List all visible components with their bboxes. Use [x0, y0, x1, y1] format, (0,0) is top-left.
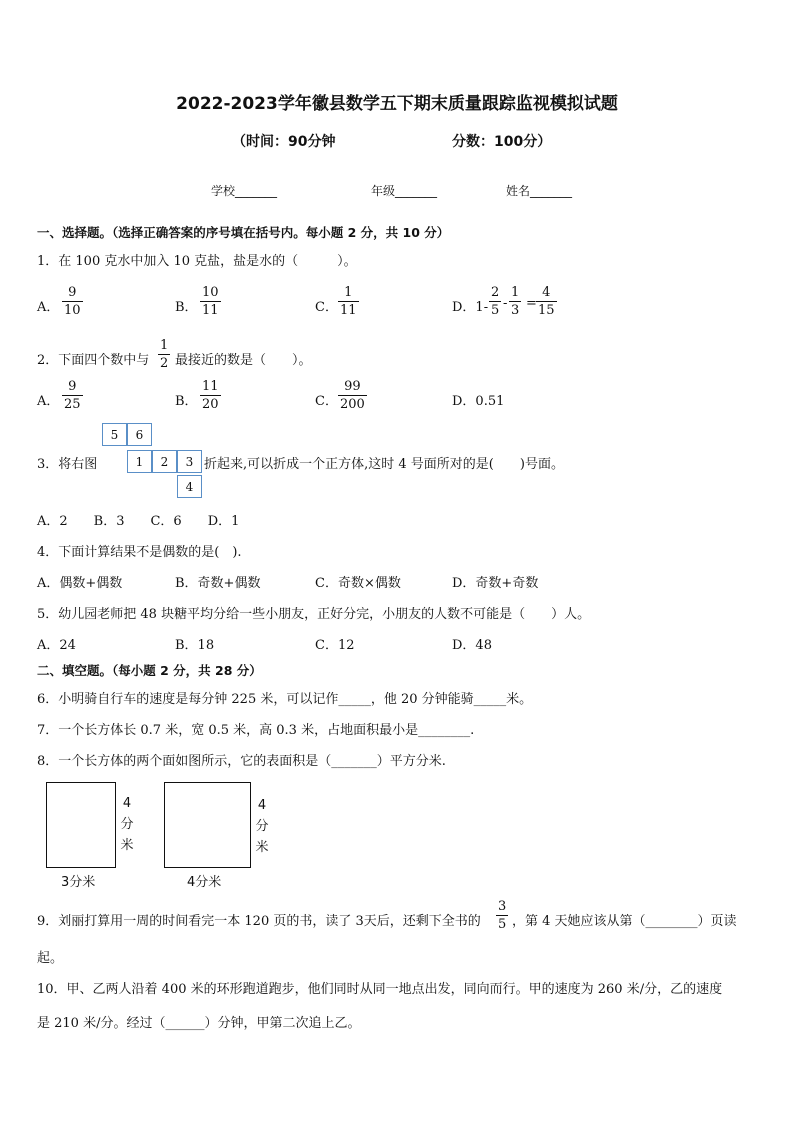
q1-option-b-label: B． [175, 300, 198, 315]
rectangle-face-2 [164, 782, 251, 868]
q2-option-d: D．0.51 [452, 394, 505, 409]
question-8-stem: 8．一个长方体的两个面如图所示，它的表面积是（_______）平方分米. [37, 754, 446, 769]
face-1-height-label [119, 793, 135, 856]
cube-net-face-3: 3 [177, 450, 202, 473]
fraction-denominator: 200 [340, 397, 365, 412]
q5-option-c: C．12 [315, 638, 355, 653]
fraction-numerator: 10 [202, 285, 219, 300]
q4-option-d: D．奇数+奇数 [452, 576, 539, 591]
q1-option-a-fraction [62, 286, 83, 317]
cube-net-face-2: 2 [152, 450, 177, 473]
equals-sign: = [526, 296, 537, 311]
q4-option-a: A．偶数+偶数 [37, 576, 123, 591]
question-10-line-1: 10．甲、乙两人沿着 400 米的环形跑道跑步，他们同时从同一地点出发，同向而行。甲的速度为 260 米/分，乙的速度 [37, 982, 723, 997]
question-9-stem-end: ，第 4 天她应该从第（________）页读 [512, 914, 737, 929]
page-title: 2022-2023学年徽县数学五下期末质量跟踪监视模拟试题 [176, 94, 618, 114]
question-2-stem: 2．下面四个数中与 [37, 353, 150, 368]
school-field: 学校_______ [211, 184, 278, 198]
fraction-denominator: 10 [64, 303, 81, 318]
question-2-stem-end: 最接近的数是（ ）。 [175, 353, 312, 368]
q1-option-a-label: A． [37, 300, 60, 315]
question-9-line-2: 起。 [37, 951, 64, 966]
question-3-stem: 3．将右图 [37, 457, 98, 472]
exam-score: 分数：100分） [452, 134, 552, 150]
section-heading: 一、选择题。（选择正确答案的序号填在括号内。每小题 2 分，共 10 分） [37, 225, 450, 240]
q2-stem-fraction [158, 339, 170, 370]
fraction-denominator: 5 [491, 303, 500, 318]
face-2-width-label: 4分米 [187, 875, 222, 890]
fraction-numerator: 11 [202, 379, 219, 394]
exam-time: （时间：90分钟 [232, 134, 336, 150]
cube-net-face-1: 1 [127, 450, 152, 473]
q2-option-b-label: B． [175, 394, 198, 409]
question-4-stem: 4．下面计算结果不是偶数的是( ). [37, 545, 242, 560]
dim-char: 米 [255, 840, 269, 855]
fraction-numerator: 99 [344, 379, 361, 394]
fraction-denominator: 11 [340, 303, 357, 318]
question-3-stem-end: 折起来,可以折成一个正方体,这时 4 号面所对的是( )号面。 [204, 457, 564, 472]
face-2-height-label [254, 795, 270, 858]
fraction-denominator: 3 [511, 303, 520, 318]
q1-option-d-label: D．1- [452, 300, 489, 315]
question-7: 7．一个长方体长 0.7 米，宽 0.5 米，高 0.3 米，占地面积最小是________. [37, 723, 475, 738]
fraction-numerator: 9 [68, 379, 77, 394]
fraction-numerator: 4 [542, 285, 551, 300]
q5-option-b: B．18 [175, 638, 215, 653]
rectangle-face-1 [46, 782, 116, 868]
fraction-denominator: 15 [538, 303, 555, 318]
dim-char: 分 [255, 819, 269, 834]
fraction-denominator: 2 [160, 356, 169, 371]
fraction-numerator: 1 [344, 285, 353, 300]
cube-net-face-4: 4 [177, 475, 202, 498]
section-heading: 二、填空题。（每小题 2 分，共 28 分） [37, 663, 262, 678]
dim-char: 4 [122, 796, 132, 811]
q1-option-c-label: C． [315, 300, 338, 315]
fraction-denominator: 20 [202, 397, 219, 412]
fraction-numerator: 9 [68, 285, 77, 300]
question-10-line-2: 是 210 米/分。经过（______）分钟，甲第二次追上乙。 [37, 1016, 361, 1031]
q1-option-c-fraction [338, 286, 359, 317]
fraction-numerator: 1 [511, 285, 520, 300]
fraction-denominator: 25 [64, 397, 81, 412]
dim-char: 4 [257, 798, 267, 813]
q2-option-c-fraction [338, 380, 367, 411]
q2-option-c-label: C． [315, 394, 338, 409]
name-field: 姓名_______ [506, 184, 573, 198]
question-1-stem: 1．在 100 克水中加入 10 克盐，盐是水的（ ）。 [37, 254, 357, 269]
fraction-denominator: 5 [498, 917, 507, 932]
fraction-numerator: 3 [498, 899, 507, 914]
cube-net-face-5: 5 [102, 423, 127, 446]
q2-option-b-fraction [200, 380, 221, 411]
q5-option-d: D．48 [452, 638, 492, 653]
q1-option-b-fraction [200, 286, 221, 317]
cube-net-face-6: 6 [127, 423, 152, 446]
q1-option-d-fraction-3 [536, 286, 557, 317]
question-6: 6．小明骑自行车的速度是每分钟 225 米，可以记作_____，他 20 分钟能骑_____米。 [37, 692, 533, 707]
q3-options: A．2 B．3 C．6 D．1 [37, 514, 240, 529]
q2-option-a-label: A． [37, 394, 60, 409]
face-1-width-label: 3分米 [61, 875, 96, 890]
dim-char: 米 [120, 838, 134, 853]
fraction-denominator: 11 [202, 303, 219, 318]
q4-option-c: C．奇数×偶数 [315, 576, 401, 591]
q5-option-a: A．24 [37, 638, 76, 653]
q1-option-d-fraction-2 [509, 286, 521, 317]
question-9-stem: 9．刘丽打算用一周的时间看完一本 120 页的书，读了 3天后，还剩下全书的 [37, 914, 481, 929]
q1-option-d-fraction-1 [489, 286, 501, 317]
dim-char: 分 [120, 817, 134, 832]
q9-fraction [496, 900, 508, 931]
q2-option-a-fraction [62, 380, 83, 411]
minus-sign: - [503, 296, 508, 311]
question-5-stem: 5．幼儿园老师把 48 块糖平均分给一些小朋友，正好分完，小朋友的人数不可能是（ ）人。 [37, 607, 591, 622]
fraction-numerator: 1 [160, 338, 169, 353]
grade-field: 年级_______ [371, 184, 438, 198]
q4-option-b: B．奇数+偶数 [175, 576, 261, 591]
fraction-numerator: 2 [491, 285, 500, 300]
